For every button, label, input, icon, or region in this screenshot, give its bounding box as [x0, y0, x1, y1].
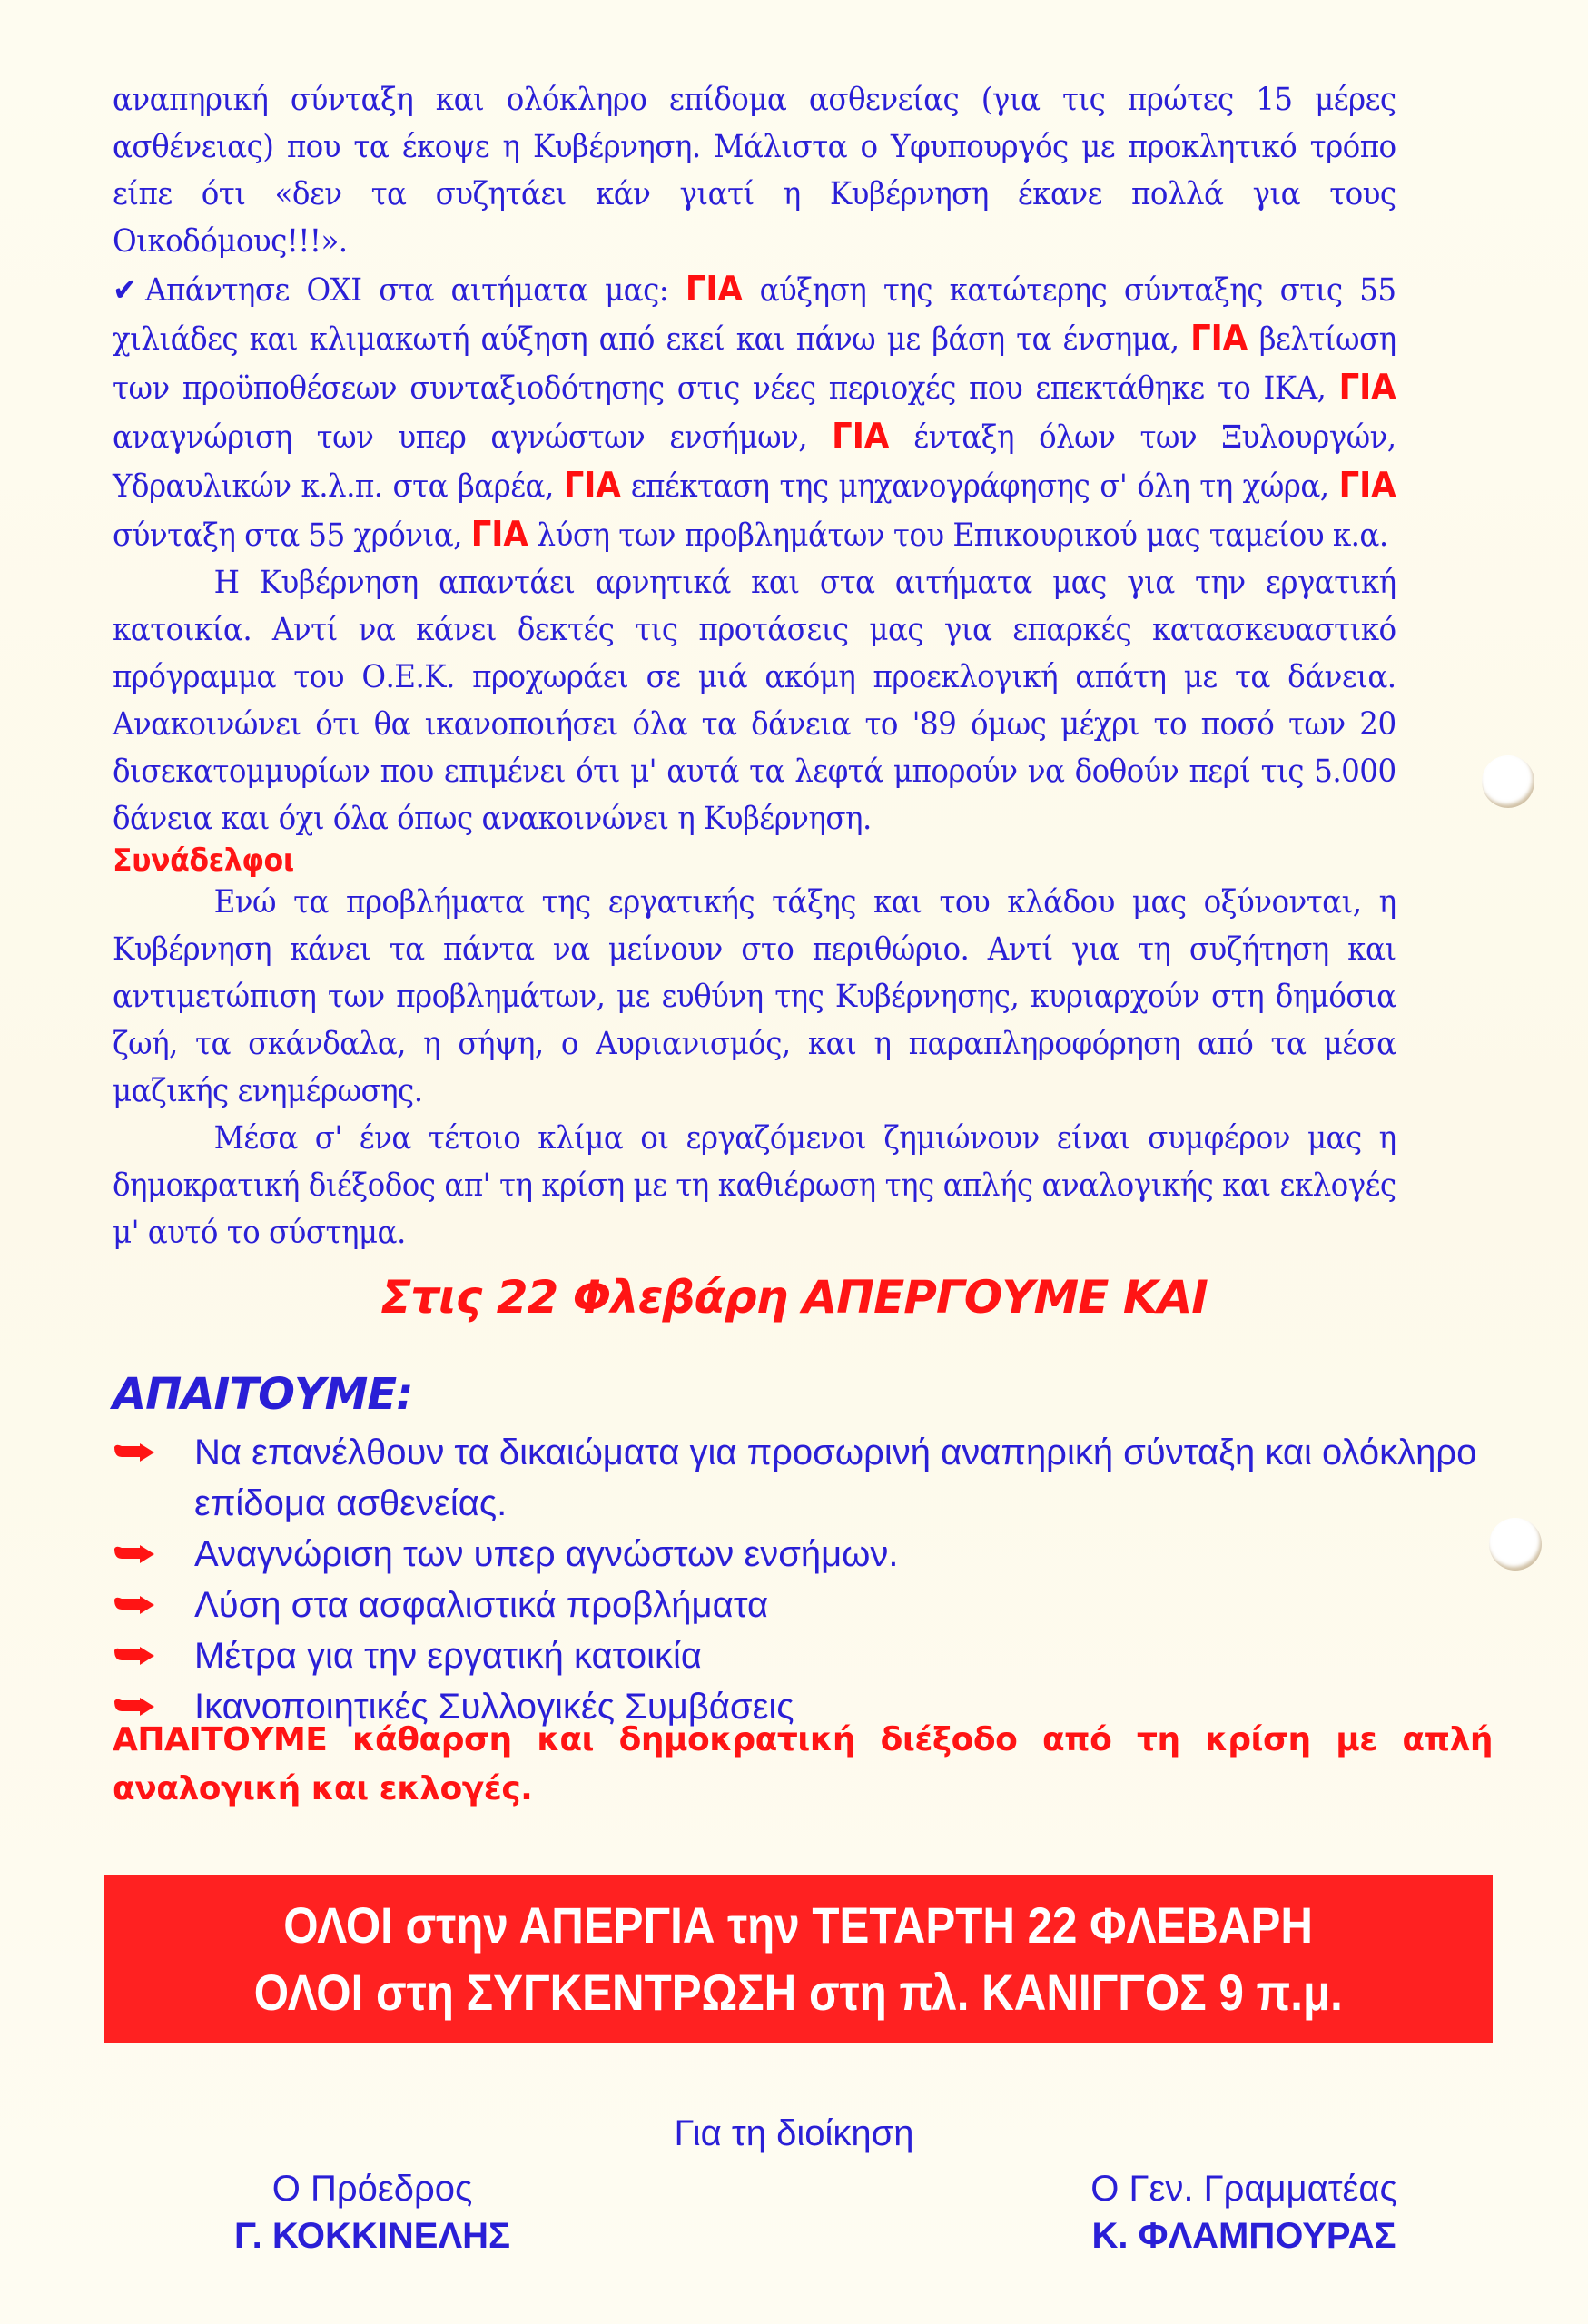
- signature-name: Γ. ΚΟΚΚΙΝΕΛΗΣ: [233, 2216, 511, 2256]
- signature-caption: Για τη διοίκηση: [674, 2113, 914, 2153]
- arrow-right-icon: [114, 1443, 154, 1462]
- arrow-right-icon: [114, 1698, 154, 1716]
- gia-label: ΓΙΑ: [685, 269, 743, 309]
- main-text: [113, 76, 1396, 1256]
- demand-item: επέκταση της μηχανογράφησης σ' όλη τη χώρα,: [630, 468, 1329, 505]
- demand-item: ένταξη όλων των Ξυλουργών, Υδραυλικών κ.λ.π. στα βαρέα,: [113, 419, 1396, 505]
- check-icon: ✔: [113, 272, 137, 309]
- demand-item: λύση των προβλημάτων του Επικουρικού μας ταμείου κ.α.: [537, 517, 1388, 554]
- signature-secretary: [1017, 2165, 1471, 2260]
- signature-title: Ο Πρόεδρος: [271, 2169, 473, 2209]
- demand-list-item: [113, 1427, 1493, 1529]
- demand-text: Να επανέλθουν τα δικαιώματα για προσωρινή αναπηρική σύνταξη και ολόκληρο επίδομα ασθενείας.: [194, 1433, 1477, 1523]
- punch-hole: [1489, 1518, 1542, 1571]
- demands-lead: Απάντησε ΟΧΙ στα αιτήματα μας:: [145, 272, 669, 309]
- signature-president: [182, 2165, 563, 2260]
- intro-paragraph: αναπηρική σύνταξη και ολόκληρο επίδομα ασθενείας (για τις πρώτες 15 μέρες ασθένειας) που τα έκοψε η Κυβέρνηση. Μάλιστα ο Υφυπουργός με προκλητικό τρόπο είπε ότι «δεν τα συζητάει κάν γιατί η Κυβέρνηση έκανε πολλά για τους Οικοδόμους!!!».: [113, 82, 1396, 260]
- demand-list-item: [113, 1529, 1493, 1580]
- gia-label: ΓΙΑ: [563, 465, 621, 505]
- signature-title: Ο Γεν. Γραμματέας: [1090, 2169, 1397, 2209]
- demand-text: Μέτρα για την εργατική κατοικία: [194, 1636, 703, 1676]
- democracy-paragraph: Μέσα σ' ένα τέτοιο κλίμα οι εργαζόμενοι ζημιώνουν είναι συμφέρον μας η δημοκρατική διέξοδος απ' τη κρίση με τη καθιέρωση της απλής αναλογικής και εκλογές μ' αυτό το σύστημα.: [113, 1120, 1396, 1251]
- demand-text: Λύση στα ασφαλιστικά προβλήματα: [194, 1585, 769, 1625]
- punch-hole: [1482, 755, 1534, 808]
- arrow-right-icon: [114, 1647, 154, 1665]
- gia-label: ΓΙΑ: [1338, 465, 1396, 505]
- arrow-right-icon: [114, 1545, 154, 1563]
- arrow-right-icon: [114, 1596, 154, 1614]
- gia-label: ΓΙΑ: [832, 416, 890, 456]
- gia-label: ΓΙΑ: [1338, 367, 1396, 407]
- demand-list-item: [113, 1630, 1493, 1681]
- strike-banner: [104, 1875, 1493, 2043]
- strike-slogan: Στις 22 Φλεβάρη ΑΠΕΡΓΟΥΜΕ ΚΑΙ: [380, 1271, 1208, 1324]
- signature-name: Κ. ΦΛΑΜΠΟΥΡΑΣ: [1091, 2216, 1396, 2256]
- demand-list: [113, 1427, 1493, 1732]
- demand-text: Αναγνώριση των υπερ αγνώστων ενσήμων.: [194, 1534, 899, 1574]
- colleagues-heading: Συνάδελφοι: [113, 842, 294, 879]
- final-demand: ΑΠΑΙΤΟΥΜΕ κάθαρση και δημοκρατική διέξοδο από τη κρίση με απλή αναλογική και εκλογές.: [113, 1721, 1493, 1807]
- demand-item: σύνταξη στα 55 χρόνια,: [113, 517, 462, 554]
- crisis-paragraph: Ενώ τα προβλήματα της εργατικής τάξης και του κλάδου μας οξύνονται, η Κυβέρνηση κάνει τα πάντα να μείνουν στο περιθώριο. Αντί για τη συζήτηση και αντιμετώπιση των προβλημάτων, με ευθύνη της Κυβέρνησης, κυριαρχούν στη δημόσια ζωή, τα σκάνδαλα, η σήψη, ο Αυριανισμός, και η παραπληροφόρηση από τα μέσα μαζικής ενημέρωσης.: [113, 884, 1396, 1109]
- demand-item: βελτίωση των προϋποθέσεων συνταξιοδότησης στις νέες περιοχές που επεκτάθηκε το ΙΚΑ,: [113, 321, 1396, 407]
- gia-label: ΓΙΑ: [1190, 318, 1248, 358]
- demand-text: Ικανοποιητικές Συλλογικές Συμβάσεις: [194, 1687, 794, 1727]
- housing-paragraph: Η Κυβέρνηση απαντάει αρνητικά και στα αιτήματα μας για την εργατική κατοικία. Αντί να κάνει δεκτές τις προτάσεις μας για επαρκές κατασκευαστικό πρόγραμμα του Ο.Ε.Κ. προχωράει σε μιά ακόμη προεκλογική απάτη με τα δάνεια. Ανακοινώνει ότι θα ικανοποιήσει όλα τα δάνεια το '89 όμως μέχρι το ποσό των 20 δισεκατομμυρίων που επιμένει ότι μ' αυτά τα λεφτά μπορούν να δοθούν περί τις 5.000 δάνεια και όχι όλα όπως ανακοινώνει η Κυβέρνηση.: [113, 565, 1396, 837]
- banner-line-strike: ΟΛΟΙ στην ΑΠΕΡΓΙΑ την ΤΕΤΑΡΤΗ 22 ΦΛΕΒΑΡΗ: [283, 1896, 1313, 1954]
- demand-item: αύξηση της κατώτερης σύνταξης στις 55 χιλιάδες και κλιμακωτή αύξηση από εκεί και πάνω με βάση τα ένσημα,: [113, 272, 1396, 358]
- gia-label: ΓΙΑ: [470, 514, 528, 554]
- demand-list-item: [113, 1580, 1493, 1630]
- demand-title: ΑΠΑΙΤΟΥΜΕ:: [113, 1369, 413, 1420]
- demand-item: αναγνώριση των υπερ αγνώστων ενσήμων,: [113, 419, 808, 456]
- banner-line-rally: ΟΛΟΙ στη ΣΥΓΚΕΝΤΡΩΣΗ στη πλ. ΚΑΝΙΓΓΟΣ 9 π.μ.: [253, 1963, 1343, 2021]
- demands-paragraph: [113, 265, 1396, 559]
